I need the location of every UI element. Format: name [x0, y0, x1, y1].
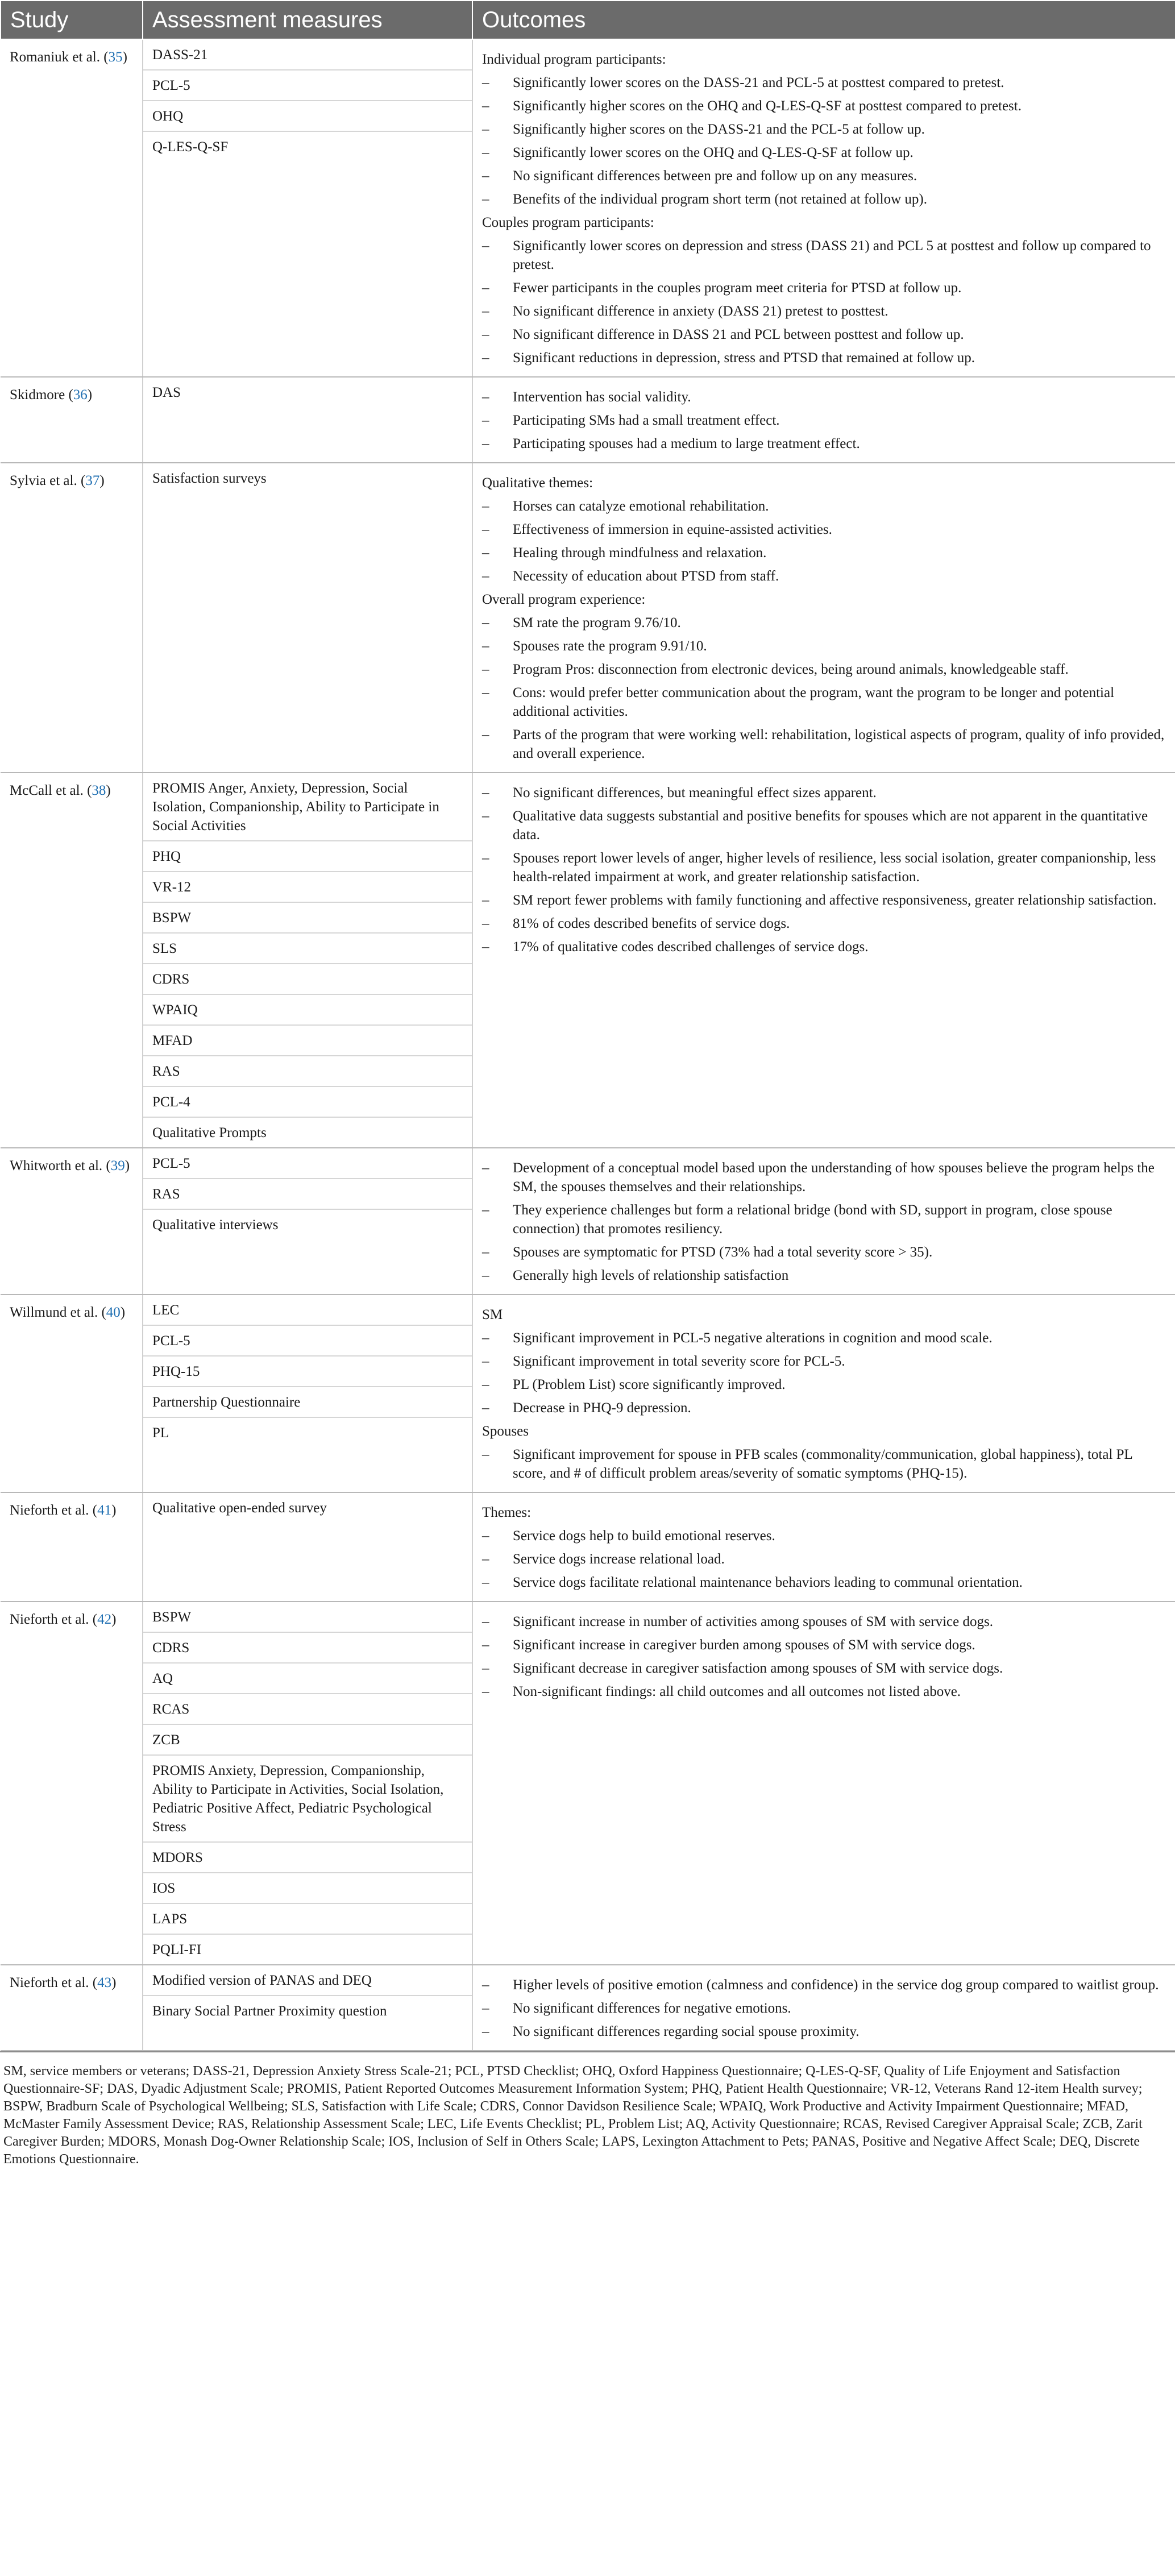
study-author: Nieforth et al.	[10, 1612, 89, 1627]
outcome-bullet	[482, 409, 1166, 432]
outcome-list	[482, 1303, 1166, 1485]
measure-item: DASS-21	[143, 40, 472, 70]
outcome-text: Spouses rate the program 9.91/10.	[513, 638, 707, 654]
outcome-text: 81% of codes described benefits of service dogs.	[513, 916, 790, 931]
measure-item: AQ	[143, 1664, 472, 1694]
outcome-bullet	[482, 658, 1166, 681]
study-cell: Whitworth et al. (39)	[1, 1148, 143, 1295]
table-row	[1, 773, 1175, 1148]
study-author: Willmund et al.	[10, 1305, 98, 1320]
measures-cell	[143, 1965, 472, 2051]
measure-item: ZCB	[143, 1725, 472, 1756]
dash-bullet-icon: –	[482, 2001, 489, 2016]
outcome-text: Parts of the program that were working well: rehabilitation, logistical aspects of program, quality of info provided, and overall experience.	[513, 727, 1165, 761]
measure-list	[143, 378, 472, 407]
outcome-bullet	[482, 912, 1166, 935]
measure-item: PCL-5	[143, 1326, 472, 1357]
outcome-text: Horses can catalyze emotional rehabilitation.	[513, 499, 769, 514]
outcome-text: Development of a conceptual model based upon the understanding of how spouses believe the program helps the SM, the spouses themselves and their relationships.	[513, 1160, 1155, 1194]
study-author: Nieforth et al.	[10, 1975, 89, 1990]
outcome-bullet	[482, 541, 1166, 565]
measure-list	[143, 773, 472, 1147]
study-author: McCall et al.	[10, 783, 84, 798]
outcome-text: They experience challenges but form a relational bridge (bond with SD, support in program, close spouse connection) that promotes resiliency.	[513, 1202, 1112, 1237]
outcome-text: Significantly lower scores on the DASS-21 and PCL-5 at posttest compared to pretest.	[513, 75, 1004, 90]
dash-bullet-icon: –	[482, 939, 489, 955]
dash-bullet-icon: –	[482, 785, 489, 800]
outcome-bullet	[482, 681, 1166, 723]
outcome-group-heading: Overall program experience:	[482, 592, 646, 607]
outcomes-cell	[472, 1148, 1175, 1295]
outcome-bullet	[482, 276, 1166, 300]
dash-bullet-icon: –	[482, 499, 489, 514]
citation-link[interactable]: 43	[97, 1975, 112, 1990]
outcome-text: Significant decrease in caregiver satisfaction among spouses of SM with service dogs.	[513, 1661, 1003, 1676]
dash-bullet-icon: –	[482, 238, 489, 254]
measures-cell	[143, 39, 472, 377]
study-cell: Skidmore (36)	[1, 377, 143, 463]
citation-link[interactable]: 35	[108, 49, 123, 65]
outcome-bullet	[482, 1657, 1166, 1680]
dash-bullet-icon: –	[482, 1400, 489, 1416]
dash-bullet-icon: –	[482, 122, 489, 137]
measure-item: Modified version of PANAS and DEQ	[143, 1965, 472, 1996]
dash-bullet-icon: –	[482, 145, 489, 160]
dash-bullet-icon: –	[482, 389, 489, 405]
measure-item: Qualitative interviews	[152, 1217, 279, 1233]
outcome-text: Service dogs facilitate relational maintenance behaviors leading to communal orientation.	[513, 1575, 1023, 1590]
outcomes-cell	[472, 463, 1175, 773]
outcome-bullet	[482, 723, 1166, 765]
outcome-text: Significant improvement in PCL-5 negative alterations in cognition and mood scale.	[513, 1330, 993, 1346]
dash-bullet-icon: –	[482, 350, 489, 366]
measure-item: LAPS	[143, 1904, 472, 1935]
dash-bullet-icon: –	[482, 436, 489, 451]
measure-item: Q-LES-Q-SF	[152, 139, 229, 155]
outcome-bullet	[482, 1373, 1166, 1396]
measures-cell	[143, 1602, 472, 1965]
outcome-group-heading: Spouses	[482, 1424, 529, 1439]
measure-item: Qualitative open-ended survey	[152, 1500, 327, 1516]
outcome-text: Significantly lower scores on the OHQ and Q-LES-Q-SF at follow up.	[513, 145, 914, 160]
outcome-text: Participating spouses had a medium to large treatment effect.	[513, 436, 860, 451]
outcome-text: Significantly lower scores on depression and stress (DASS 21) and PCL 5 at posttest and follow up compared to pretest.	[513, 238, 1151, 272]
outcome-text: Benefits of the individual program short term (not retained at follow up).	[513, 192, 927, 207]
dash-bullet-icon: –	[482, 662, 489, 677]
dash-bullet-icon: –	[482, 1354, 489, 1369]
outcome-text: SM report fewer problems with family functioning and affective responsiveness, greater relationship satisfaction.	[513, 893, 1157, 908]
dash-bullet-icon: –	[482, 638, 489, 654]
outcome-bullet	[482, 1198, 1166, 1241]
table-row	[1, 1965, 1175, 2051]
outcome-text: Spouses report lower levels of anger, higher levels of resilience, less social isolation, greater companionship, less health-related impairment at work, and greater relationship satisfaction.	[513, 851, 1156, 885]
dash-bullet-icon: –	[482, 75, 489, 90]
outcome-bullet	[482, 1997, 1166, 2020]
outcome-bullet	[482, 2020, 1166, 2043]
header-outcomes: Outcomes	[472, 1, 1175, 39]
outcome-bullet	[482, 1326, 1166, 1350]
dash-bullet-icon: –	[482, 1661, 489, 1676]
outcome-bullet	[482, 804, 1166, 847]
outcomes-cell	[472, 377, 1175, 463]
dash-bullet-icon: –	[482, 851, 489, 866]
outcome-bullet	[482, 141, 1166, 164]
outcome-text: Cons: would prefer better communication about the program, want the program to be longer and potential additional activities.	[513, 685, 1115, 719]
dash-bullet-icon: –	[482, 98, 489, 114]
measure-list	[143, 1148, 472, 1239]
measure-item: RAS	[143, 1179, 472, 1210]
dash-bullet-icon: –	[482, 1684, 489, 1699]
table-row	[1, 39, 1175, 377]
outcome-text: Non-significant findings: all child outcomes and all outcomes not listed above.	[513, 1684, 961, 1699]
dash-bullet-icon: –	[482, 1575, 489, 1590]
dash-bullet-icon: –	[482, 685, 489, 700]
outcome-bullet	[482, 611, 1166, 634]
outcome-bullet	[482, 1264, 1166, 1287]
measure-list	[143, 463, 472, 493]
study-cell: Nieforth et al. (42)	[1, 1602, 143, 1965]
outcome-bullet	[482, 847, 1166, 889]
outcome-bullet	[482, 1524, 1166, 1548]
outcome-bullet	[482, 565, 1166, 588]
outcome-text: 17% of qualitative codes described challenges of service dogs.	[513, 939, 869, 955]
outcome-text: Significant reductions in depression, stress and PTSD that remained at follow up.	[513, 350, 975, 366]
measure-item: PCL-5	[143, 70, 472, 101]
study-author: Nieforth et al.	[10, 1503, 89, 1518]
measure-item: BSPW	[143, 1602, 472, 1633]
measure-item: PHQ	[143, 841, 472, 872]
outcome-bullet	[482, 164, 1166, 188]
measure-item: RCAS	[143, 1694, 472, 1725]
measures-cell	[143, 1295, 472, 1492]
citation-link[interactable]: 39	[110, 1158, 125, 1173]
dash-bullet-icon: –	[482, 1268, 489, 1283]
table-row	[1, 1492, 1175, 1602]
dash-bullet-icon: –	[482, 168, 489, 184]
citation-link[interactable]: 42	[97, 1612, 112, 1627]
outcome-text: Program Pros: disconnection from electronic devices, being around animals, knowledgeable staff.	[513, 662, 1069, 677]
outcome-bullet	[482, 432, 1166, 455]
study-author: Whitworth et al.	[10, 1158, 103, 1173]
outcome-bullet	[482, 346, 1166, 370]
measure-list	[143, 1965, 472, 2026]
outcome-bullet	[482, 71, 1166, 94]
measures-cell	[143, 463, 472, 773]
measure-item: SLS	[143, 934, 472, 964]
table-row	[1, 1295, 1175, 1492]
table-row	[1, 377, 1175, 463]
measure-item: MDORS	[143, 1843, 472, 1873]
outcome-group-heading: SM	[482, 1307, 503, 1322]
measures-cell	[143, 377, 472, 463]
dash-bullet-icon: –	[482, 1528, 489, 1544]
outcome-bullet	[482, 495, 1166, 518]
dash-bullet-icon: –	[482, 545, 489, 561]
measure-item: PCL-4	[143, 1087, 472, 1118]
outcome-bullet	[482, 1241, 1166, 1264]
dash-bullet-icon: –	[482, 1160, 489, 1176]
outcome-text: Significant increase in caregiver burden among spouses of SM with service dogs.	[513, 1637, 975, 1653]
outcomes-cell	[472, 773, 1175, 1148]
dash-bullet-icon: –	[482, 413, 489, 428]
outcome-bullet	[482, 1680, 1166, 1703]
measure-item: VR-12	[143, 872, 472, 903]
measure-list	[143, 1493, 472, 1523]
measure-item: DAS	[152, 385, 181, 400]
outcome-text: Significant increase in number of activities among spouses of SM with service dogs.	[513, 1614, 993, 1629]
outcome-text: No significant differences regarding social spouse proximity.	[513, 2024, 860, 2039]
table-footnote: SM, service members or veterans; DASS-21, Depression Anxiety Stress Scale-21; PCL, PTSD Checklist; OHQ, Oxford Happiness Questionnaire; Q-LES-Q-SF, Quality of Life Enjoyment and Satisfaction Questionnaire-SF; DAS, Dyadic Adjustment Scale; PROMIS, Patient Reported Outcomes Measurement Information System; PHQ, Patient Health Questionnaire; VR-12, Veterans Rand 12-item Health survey; BSPW, Bradburn Scale of Psychological Wellbeing; SLS, Satisfaction with Life Scale; CDRS, Connor Davidson Resilience Scale; WPAIQ, Work Productive and Activity Impairment Questionnaire; MFAD, McMaster Family Assessment Device; RAS, Relationship Assessment Scale; LEC, Life Events Checklist; PL, Problem List; AQ, Activity Questionnaire; RCAS, Revised Caregiver Appraisal Scale; ZCB, Zarit Caregiver Burden; MDORS, Monash Dog-Owner Relationship Scale; IOS, Inclusion of Self in Others Scale; LAPS, Lexington Attachment to Pets; PANAS, Positive and Negative Affect Scale; DEQ, Discrete Emotions Questionnaire.	[0, 2051, 1175, 2174]
outcome-text: No significant differences, but meaningful effect sizes apparent.	[513, 785, 877, 800]
dash-bullet-icon: –	[482, 893, 489, 908]
dash-bullet-icon: –	[482, 1637, 489, 1653]
outcome-bullet	[482, 1973, 1166, 1997]
outcome-bullet	[482, 188, 1166, 211]
outcome-bullet	[482, 781, 1166, 804]
outcomes-cell	[472, 39, 1175, 377]
study-author: Skidmore	[10, 387, 65, 403]
measure-item: RAS	[143, 1056, 472, 1087]
dash-bullet-icon: –	[482, 1614, 489, 1629]
outcome-bullet	[482, 94, 1166, 118]
measure-item: PQLI-FI	[152, 1942, 202, 1957]
measure-item: Partnership Questionnaire	[143, 1387, 472, 1418]
outcome-text: Significant improvement for spouse in PFB scales (commonality/communication, global happiness), total PL score, and # of difficult problem areas/severity of somatic symptoms (PHQ-15).	[513, 1447, 1132, 1481]
dash-bullet-icon: –	[482, 808, 489, 824]
study-cell: McCall et al. (38)	[1, 773, 143, 1148]
citation-link[interactable]: 37	[85, 473, 100, 488]
outcome-bullet	[482, 118, 1166, 141]
outcome-text: No significant differences between pre and follow up on any measures.	[513, 168, 917, 184]
measure-item: MFAD	[143, 1026, 472, 1056]
dash-bullet-icon: –	[482, 916, 489, 931]
table-body	[1, 39, 1175, 2051]
outcome-group-heading: Qualitative themes:	[482, 475, 593, 491]
dash-bullet-icon: –	[482, 1377, 489, 1392]
citation-link[interactable]: 38	[92, 783, 106, 798]
study-cell: Willmund et al. (40)	[1, 1295, 143, 1492]
outcome-text: Necessity of education about PTSD from staff.	[513, 569, 779, 584]
measures-cell	[143, 1492, 472, 1602]
outcome-bullet	[482, 634, 1166, 658]
table-header-row	[1, 1, 1175, 39]
outcome-text: Fewer participants in the couples program meet criteria for PTSD at follow up.	[513, 280, 962, 296]
outcomes-cell	[472, 1492, 1175, 1602]
outcome-list	[482, 1156, 1166, 1287]
measure-item: OHQ	[143, 101, 472, 132]
measure-item: CDRS	[143, 964, 472, 995]
measure-item: LEC	[143, 1295, 472, 1326]
outcomes-cell	[472, 1295, 1175, 1492]
outcome-list	[482, 48, 1166, 370]
outcome-text: Service dogs increase relational load.	[513, 1552, 725, 1567]
outcome-text: Qualitative data suggests substantial and positive benefits for spouses which are not apparent in the quantitative data.	[513, 808, 1148, 843]
header-study: Study	[1, 1, 143, 39]
outcome-text: Effectiveness of immersion in equine-assisted activities.	[513, 522, 832, 537]
study-cell: Sylvia et al. (37)	[1, 463, 143, 773]
outcome-bullet	[482, 1350, 1166, 1373]
measures-cell	[143, 1148, 472, 1295]
outcome-group-heading: Couples program participants:	[482, 215, 654, 230]
table-row	[1, 1148, 1175, 1295]
outcome-text: Spouses are symptomatic for PTSD (73% had a total severity score > 35).	[513, 1245, 933, 1260]
measure-item: Satisfaction surveys	[152, 471, 267, 486]
outcome-text: Significantly higher scores on the OHQ and Q-LES-Q-SF at posttest compared to pretest.	[513, 98, 1022, 114]
outcome-text: No significant difference in DASS 21 and PCL between posttest and follow up.	[513, 327, 964, 342]
table-row	[1, 1602, 1175, 1965]
measure-list	[143, 1295, 472, 1447]
outcome-text: Decrease in PHQ-9 depression.	[513, 1400, 691, 1416]
measure-list	[143, 40, 472, 161]
measure-item: PHQ-15	[143, 1357, 472, 1387]
measure-item: BSPW	[143, 903, 472, 934]
outcome-list	[482, 1501, 1166, 1594]
dash-bullet-icon: –	[482, 1552, 489, 1567]
outcome-bullet	[482, 1443, 1166, 1485]
dash-bullet-icon: –	[482, 569, 489, 584]
dash-bullet-icon: –	[482, 2024, 489, 2039]
outcome-list	[482, 1610, 1166, 1703]
outcome-list	[482, 385, 1166, 455]
dash-bullet-icon: –	[482, 1245, 489, 1260]
outcome-group-heading: Individual program participants:	[482, 52, 666, 67]
citation-link[interactable]: 41	[97, 1503, 112, 1518]
study-cell: Nieforth et al. (41)	[1, 1492, 143, 1602]
outcome-bullet	[482, 1633, 1166, 1657]
outcome-bullet	[482, 323, 1166, 346]
citation-link[interactable]: 40	[106, 1305, 121, 1320]
study-cell: Nieforth et al. (43)	[1, 1965, 143, 2051]
dash-bullet-icon: –	[482, 615, 489, 630]
measure-item: PROMIS Anger, Anxiety, Depression, Social Isolation, Companionship, Ability to Participate in Social Activities	[143, 773, 472, 841]
outcome-bullet	[482, 1396, 1166, 1420]
outcome-bullet	[482, 234, 1166, 276]
study-author: Romaniuk et al.	[10, 49, 100, 65]
outcomes-cell	[472, 1965, 1175, 2051]
outcome-text: Significantly higher scores on the DASS-21 and the PCL-5 at follow up.	[513, 122, 925, 137]
outcome-text: SM rate the program 9.76/10.	[513, 615, 681, 630]
outcomes-cell	[472, 1602, 1175, 1965]
outcome-bullet	[482, 518, 1166, 541]
outcome-text: No significant differences for negative emotions.	[513, 2001, 791, 2016]
outcome-bullet	[482, 1548, 1166, 1571]
outcome-text: PL (Problem List) score significantly improved.	[513, 1377, 786, 1392]
outcome-text: Significant improvement in total severity score for PCL-5.	[513, 1354, 845, 1369]
dash-bullet-icon: –	[482, 522, 489, 537]
header-assessment-measures: Assessment measures	[143, 1, 472, 39]
outcome-bullet	[482, 385, 1166, 409]
table-row	[1, 463, 1175, 773]
outcome-group-heading: Themes:	[482, 1505, 532, 1520]
measure-item: IOS	[143, 1873, 472, 1904]
outcome-text: Healing through mindfulness and relaxation.	[513, 545, 767, 561]
outcome-text: Service dogs help to build emotional reserves.	[513, 1528, 775, 1544]
study-author: Sylvia et al.	[10, 473, 77, 488]
dash-bullet-icon: –	[482, 192, 489, 207]
measure-item: PCL-5	[143, 1148, 472, 1179]
outcome-bullet	[482, 1571, 1166, 1594]
outcome-text: No significant difference in anxiety (DASS 21) pretest to posttest.	[513, 304, 888, 319]
measure-item: WPAIQ	[143, 995, 472, 1026]
outcome-bullet	[482, 889, 1166, 912]
outcome-text: Intervention has social validity.	[513, 389, 691, 405]
outcome-bullet	[482, 1610, 1166, 1633]
measure-item: Binary Social Partner Proximity question	[152, 2003, 387, 2019]
measure-item: Qualitative Prompts	[152, 1125, 267, 1140]
measures-cell	[143, 773, 472, 1148]
dash-bullet-icon: –	[482, 1202, 489, 1218]
citation-link[interactable]: 36	[73, 387, 88, 403]
outcome-list	[482, 781, 1166, 959]
dash-bullet-icon: –	[482, 727, 489, 742]
outcome-text: Higher levels of positive emotion (calmness and confidence) in the service dog group compared to waitlist group.	[513, 1977, 1159, 1993]
dash-bullet-icon: –	[482, 280, 489, 296]
outcome-list	[482, 1973, 1166, 2043]
dash-bullet-icon: –	[482, 327, 489, 342]
dash-bullet-icon: –	[482, 1977, 489, 1993]
study-cell: Romaniuk et al. (35)	[1, 39, 143, 377]
outcome-text: Participating SMs had a small treatment effect.	[513, 413, 780, 428]
measure-item: PL	[152, 1425, 169, 1441]
dash-bullet-icon: –	[482, 1447, 489, 1462]
measure-item: CDRS	[143, 1633, 472, 1664]
outcome-bullet	[482, 300, 1166, 323]
dash-bullet-icon: –	[482, 1330, 489, 1346]
outcome-bullet	[482, 1156, 1166, 1198]
outcome-text: Generally high levels of relationship satisfaction	[513, 1268, 789, 1283]
dash-bullet-icon: –	[482, 304, 489, 319]
measure-list	[143, 1602, 472, 1964]
measure-item: PROMIS Anxiety, Depression, Companionship, Ability to Participate in Activities, Social Isolation, Pediatric Positive Affect, Pediatric Psychological Stress	[143, 1756, 472, 1843]
outcome-list	[482, 471, 1166, 765]
outcome-bullet	[482, 935, 1166, 959]
